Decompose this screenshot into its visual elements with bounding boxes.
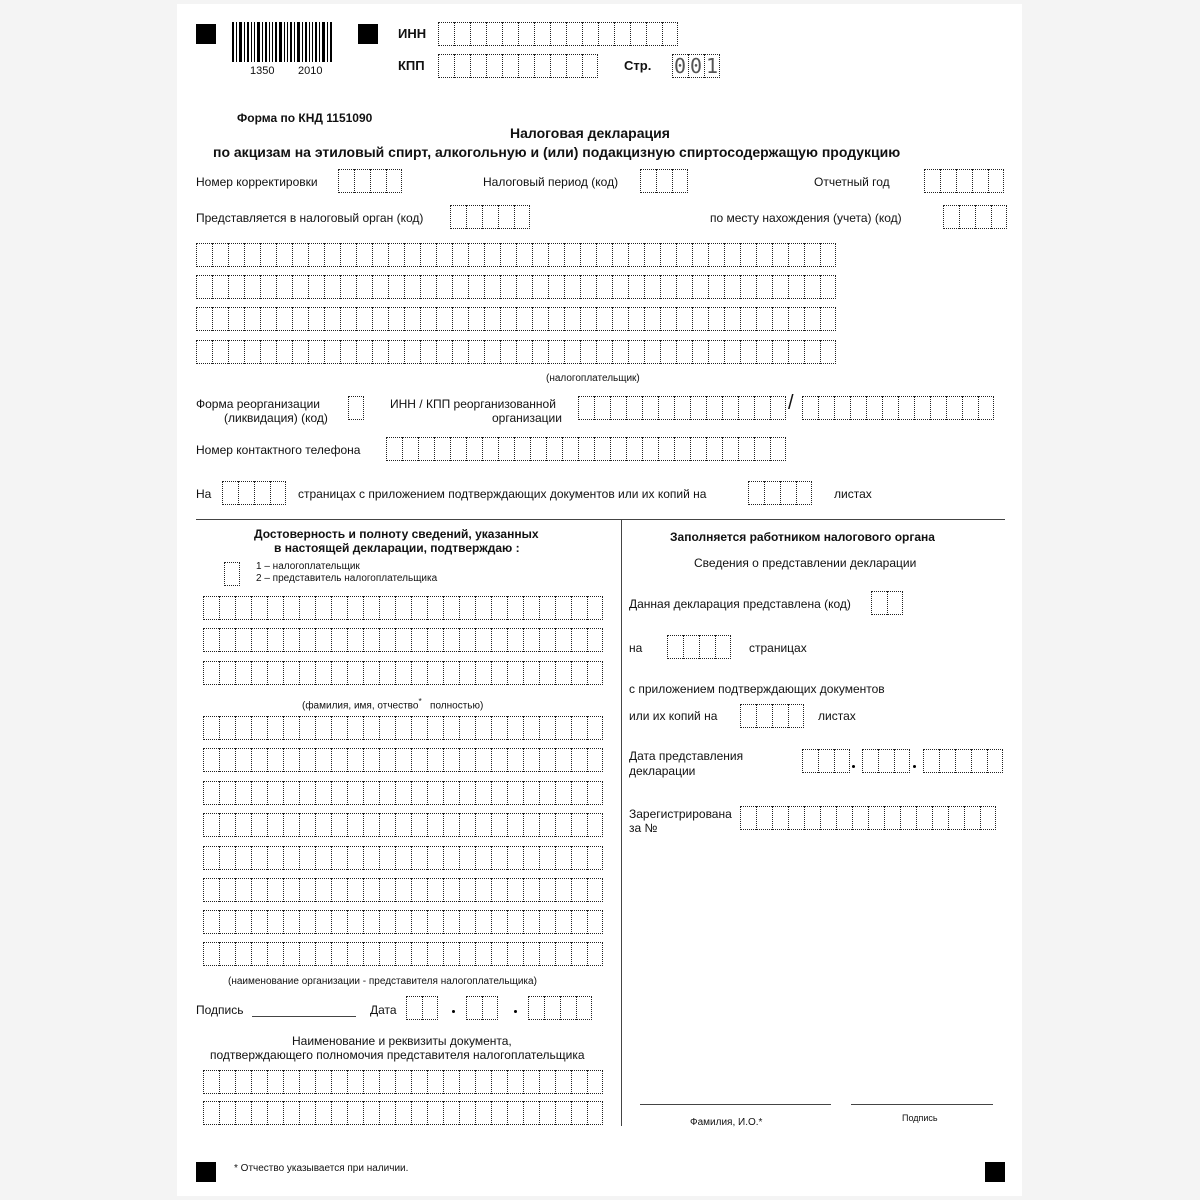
presentation-year-cells[interactable] (923, 749, 1003, 773)
phone-label: Номер контактного телефона (196, 443, 361, 457)
pages-on-label: На (196, 487, 212, 501)
registration-marker (358, 24, 378, 44)
title-line-1: Налоговая декларация (510, 125, 670, 141)
registration-marker (196, 1162, 216, 1182)
taxpayer-row[interactable] (196, 275, 836, 299)
taxpayer-row[interactable] (196, 243, 836, 267)
org-row[interactable] (203, 716, 603, 740)
pages-text: страницах с приложением подтверждающих документов или их копий на (298, 487, 707, 501)
footnote: * Отчество указывается при наличии. (234, 1163, 409, 1174)
officer-pages-label: страницах (749, 641, 807, 655)
location-label: по месту нахождения (учета) (код) (710, 211, 902, 225)
date-separator (913, 765, 916, 768)
signature-label: Подпись (196, 1003, 244, 1017)
org-row[interactable] (203, 942, 603, 966)
column-divider (621, 519, 622, 1126)
phone-cells[interactable] (386, 437, 786, 461)
officer-sheets-cells[interactable] (740, 704, 804, 728)
correction-label: Номер корректировки (196, 175, 318, 189)
officer-sheets-label: листах (818, 709, 856, 723)
taxpayer-row[interactable] (196, 340, 836, 364)
officer-name-label: Фамилия, И.О.* (690, 1117, 763, 1128)
signature-line[interactable] (252, 1016, 356, 1017)
form-knd: Форма по КНД 1151090 (237, 111, 373, 125)
period-cells[interactable] (640, 169, 688, 193)
presented-label: Данная декларация представлена (код) (629, 597, 851, 611)
reorg-inn-cells[interactable] (578, 396, 786, 420)
date-day-cells[interactable] (406, 996, 438, 1020)
authority-label: Представляется в налоговый орган (код) (196, 211, 424, 225)
officer-sign-line[interactable] (851, 1104, 993, 1105)
date-label: Дата (370, 1003, 397, 1017)
registered-label-2: за № (629, 821, 658, 835)
officer-pages-cells[interactable] (667, 635, 731, 659)
barcode-number-1: 1350 (250, 65, 275, 77)
confirm-type-cell[interactable] (224, 562, 240, 586)
org-row[interactable] (203, 846, 603, 870)
page-label: Стр. (624, 58, 652, 73)
confirm-line-2: в настоящей декларации, подтверждаю : (274, 541, 520, 555)
reorg-inn-label-2: организации (492, 411, 562, 425)
option-taxpayer: 1 – налогоплательщик (256, 561, 360, 572)
officer-name-line[interactable] (640, 1104, 831, 1105)
inn-cells[interactable] (438, 22, 678, 46)
registration-marker (985, 1162, 1005, 1182)
doc-row[interactable] (203, 1070, 603, 1094)
tax-officer-title: Заполняется работником налогового органа (670, 530, 935, 544)
org-row[interactable] (203, 781, 603, 805)
presentation-day-cells[interactable] (802, 749, 850, 773)
org-row[interactable] (203, 878, 603, 902)
org-row[interactable] (203, 813, 603, 837)
sheets-label: листах (834, 487, 872, 501)
sheets-cells[interactable] (748, 481, 812, 505)
presentation-date-label-1: Дата представления (629, 749, 744, 763)
fio-row[interactable] (203, 661, 603, 685)
inn-label: ИНН (398, 26, 427, 41)
period-label: Налоговый период (код) (483, 175, 619, 189)
date-separator (514, 1010, 517, 1013)
date-separator (452, 1010, 455, 1013)
reorg-inn-label-1: ИНН / КПП реорганизованной (390, 397, 556, 411)
org-row[interactable] (203, 748, 603, 772)
option-representative: 2 – представитель налогоплательщика (256, 573, 438, 584)
taxpayer-row[interactable] (196, 307, 836, 331)
doc-title-1: Наименование и реквизиты документа, (292, 1034, 512, 1048)
year-label: Отчетный год (814, 175, 890, 189)
attach-line-1: с приложением подтверждающих документов (629, 682, 885, 696)
title-line-2: по акцизам на этиловый спирт, алкогольную и (или) подакцизную спиртосодержащую продукцию (213, 144, 901, 160)
registered-label-1: Зарегистрирована (629, 807, 732, 821)
reorg-cells[interactable] (348, 396, 364, 420)
fio-row[interactable] (203, 628, 603, 652)
fio-row[interactable] (203, 596, 603, 620)
presented-cells[interactable] (871, 591, 903, 615)
correction-cells[interactable] (338, 169, 402, 193)
kpp-cells[interactable] (438, 54, 598, 78)
taxpayer-caption: (налогоплательщик) (546, 373, 640, 384)
kpp-label: КПП (398, 58, 425, 73)
attach-line-2: или их копий на (629, 709, 718, 723)
date-separator (852, 765, 855, 768)
pages-cells[interactable] (222, 481, 286, 505)
location-cells[interactable] (943, 205, 1007, 229)
reorg-label-1: Форма реорганизации (196, 397, 320, 411)
presentation-month-cells[interactable] (862, 749, 910, 773)
registration-marker (196, 24, 216, 44)
registration-number-cells[interactable] (740, 806, 996, 830)
officer-sign-label: Подпись (902, 1113, 938, 1123)
presentation-date-label-2: декларации (629, 764, 696, 778)
date-month-cells[interactable] (466, 996, 498, 1020)
doc-title-2: подтверждающего полномочия представителя налогоплательщика (210, 1048, 585, 1062)
barcode (232, 22, 344, 62)
confirm-line-1: Достоверность и полноту сведений, указанных (254, 527, 539, 541)
org-row[interactable] (203, 910, 603, 934)
doc-row[interactable] (203, 1101, 603, 1125)
reorg-kpp-cells[interactable] (802, 396, 994, 420)
on-label: на (629, 641, 643, 655)
reorg-label-2: (ликвидация) (код) (224, 411, 328, 425)
tax-officer-subtitle: Сведения о представлении декларации (694, 556, 917, 570)
fio-caption: (фамилия, имя, отчество* полностью) (302, 696, 484, 712)
reorg-slash: / (788, 392, 794, 414)
authority-cells[interactable] (450, 205, 530, 229)
barcode-number-2: 2010 (298, 65, 323, 77)
section-divider (196, 519, 1005, 520)
date-year-cells[interactable] (528, 996, 592, 1020)
page-number: 0 0 1 (673, 54, 719, 78)
year-cells[interactable] (924, 169, 1004, 193)
org-caption: (наименование организации - представителя налогоплательщика) (228, 976, 537, 987)
